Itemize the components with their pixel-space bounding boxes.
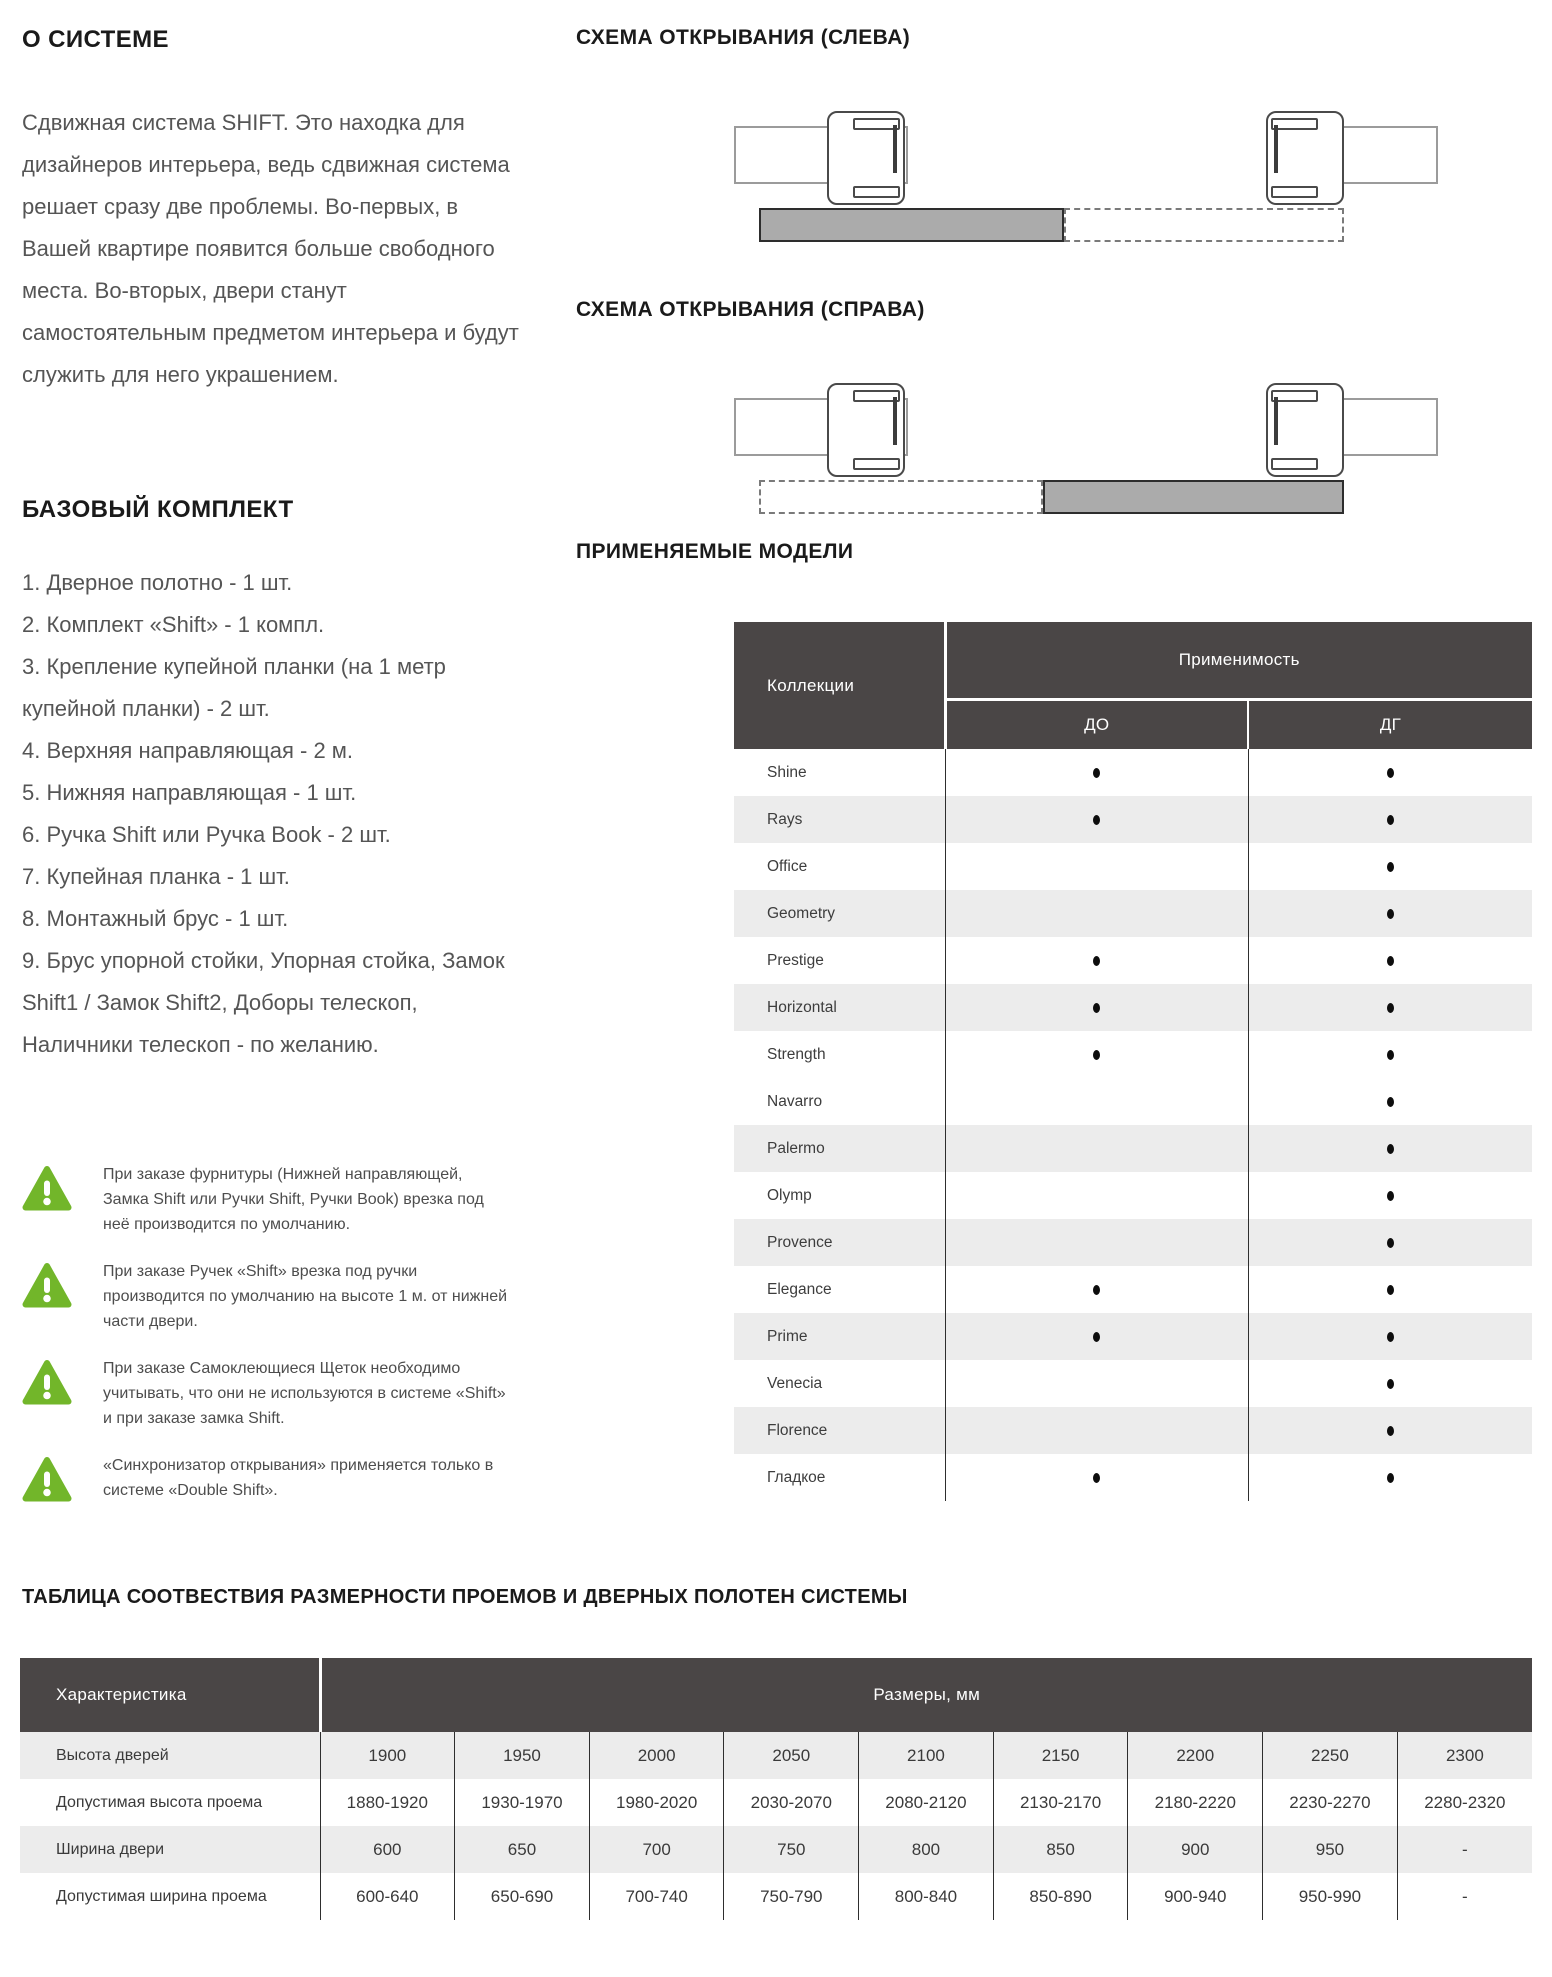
scheme-left-diagram (576, 96, 1534, 256)
applicability-dot (1093, 956, 1100, 966)
applicability-dot (1093, 1050, 1100, 1060)
door-leaf-solid (759, 208, 1064, 242)
warning-note (22, 1453, 524, 1506)
kit-list (22, 562, 524, 1066)
do-cell (945, 796, 1248, 843)
do-cell (945, 1078, 1248, 1125)
applicability-dot (1387, 1144, 1394, 1154)
do-cell (945, 749, 1248, 796)
door-leaf-open-outline (759, 480, 1043, 514)
do-cell (945, 1454, 1248, 1501)
do-cell (945, 1313, 1248, 1360)
kit-item: 9. Брус упорной стойки, Упорная стойка, Замок Shift1 / Замок Shift2, Доборы телескоп, Наличники телескоп - по желанию. (22, 948, 505, 1057)
size-value: 2280-2320 (1397, 1779, 1532, 1826)
do-cell (945, 1219, 1248, 1266)
applicability-dot (1387, 1097, 1394, 1107)
dg-cell (1248, 937, 1532, 984)
size-row-label: Высота дверей (56, 1746, 169, 1764)
size-value: 1880-1920 (320, 1779, 455, 1826)
size-value: 700-740 (589, 1873, 724, 1920)
do-cell (945, 1125, 1248, 1172)
do-cell (945, 937, 1248, 984)
do-cell (945, 890, 1248, 937)
applicability-dot (1093, 1285, 1100, 1295)
size-value: 850 (993, 1826, 1128, 1873)
applicability-dot (1387, 956, 1394, 966)
applicability-dot (1093, 1332, 1100, 1342)
door-jamb (1266, 111, 1344, 205)
warning-note (22, 1356, 524, 1431)
collection-name: Horizontal (767, 998, 837, 1016)
warnings-list (22, 1162, 524, 1528)
sizes-row (20, 1826, 1532, 1873)
applicability-dot (1387, 1003, 1394, 1013)
door-jamb (1266, 383, 1344, 477)
applicability-dot (1387, 909, 1394, 919)
jamb-stop-detail (893, 125, 897, 173)
size-value: 2200 (1128, 1732, 1263, 1779)
kit-item: 1. Дверное полотно - 1 шт. (22, 570, 293, 595)
size-value: 800 (859, 1826, 994, 1873)
size-value: 2230-2270 (1263, 1779, 1398, 1826)
about-text: Сдвижная система SHIFT. Это находка для дизайнеров интерьера, ведь сдвижная система решает сразу две проблемы. Во-первых, в Вашей квартире появится больше свободного места. Во-вторых, двери станут самостоятельным предметом интерьера и будут служить для него украшением. (22, 110, 519, 387)
kit-item: 4. Верхняя направляющая - 2 м. (22, 738, 354, 763)
do-cell (945, 1266, 1248, 1313)
warning-text: При заказе фурнитуры (Нижней направляющей, Замка Shift или Ручки Shift, Ручки Book) врезка под неё производится по умолчанию. (103, 1166, 484, 1233)
warning-triangle-icon (22, 1456, 72, 1506)
kit-title: БАЗОВЫЙ КОМПЛЕКТ (22, 496, 294, 523)
size-value: 2250 (1263, 1732, 1398, 1779)
collection-name: Prime (767, 1327, 808, 1345)
size-value: 1980-2020 (589, 1779, 724, 1826)
applicability-dot (1387, 1473, 1394, 1483)
applicability-dot (1387, 1379, 1394, 1389)
collection-name: Shine (767, 763, 807, 781)
warning-triangle-icon (22, 1359, 72, 1409)
jamb-stop-detail (893, 397, 897, 445)
collection-name: Venecia (767, 1374, 823, 1392)
models-row (734, 984, 1532, 1031)
size-value: 2150 (993, 1732, 1128, 1779)
dg-cell (1248, 1266, 1532, 1313)
do-cell (945, 1407, 1248, 1454)
dg-cell (1248, 1360, 1532, 1407)
dg-cell (1248, 1313, 1532, 1360)
size-value: - (1397, 1873, 1532, 1920)
door-jamb (827, 383, 905, 477)
dg-cell (1248, 1219, 1532, 1266)
collection-name: Florence (767, 1421, 828, 1439)
dg-cell (1248, 1454, 1532, 1501)
warning-note (22, 1259, 524, 1334)
sizes-row (20, 1779, 1532, 1826)
models-col-do: ДО (945, 700, 1248, 750)
models-row (734, 1172, 1532, 1219)
size-row-label: Допустимая высота проема (56, 1793, 263, 1811)
collection-name: Strength (767, 1045, 826, 1063)
applicability-dot (1387, 1285, 1394, 1295)
size-value: 900-940 (1128, 1873, 1263, 1920)
applicability-dot (1387, 815, 1394, 825)
models-col-collections: Коллекции (734, 622, 945, 749)
warning-triangle-icon (22, 1262, 72, 1312)
collection-name: Geometry (767, 904, 836, 922)
size-value: 2080-2120 (859, 1779, 994, 1826)
applicability-dot (1387, 1191, 1394, 1201)
door-leaf-open-outline (1064, 208, 1344, 242)
size-value: 2000 (589, 1732, 724, 1779)
sizes-col-characteristic: Характеристика (20, 1658, 320, 1732)
models-col-dg: ДГ (1248, 700, 1532, 750)
about-title: О СИСТЕМЕ (22, 26, 169, 53)
wall-section (1340, 126, 1438, 184)
kit-item: 8. Монтажный брус - 1 шт. (22, 906, 289, 931)
do-cell (945, 984, 1248, 1031)
collection-name: Elegance (767, 1280, 832, 1298)
size-value: 600-640 (320, 1873, 455, 1920)
sizes-col-sizes: Размеры, мм (320, 1658, 1532, 1732)
collection-name: Olymp (767, 1186, 812, 1204)
do-cell (945, 1172, 1248, 1219)
applicability-dot (1093, 815, 1100, 825)
models-row (734, 1266, 1532, 1313)
size-value: 2100 (859, 1732, 994, 1779)
dg-cell (1248, 1172, 1532, 1219)
kit-item: 7. Купейная планка - 1 шт. (22, 864, 290, 889)
dg-cell (1248, 1031, 1532, 1078)
applicability-dot (1387, 768, 1394, 778)
size-value: 900 (1128, 1826, 1263, 1873)
wall-section (1340, 398, 1438, 456)
size-value: - (1397, 1826, 1532, 1873)
warning-text: «Синхронизатор открывания» применяется только в системе «Double Shift». (103, 1457, 494, 1499)
size-value: 2130-2170 (993, 1779, 1128, 1826)
sizes-title: ТАБЛИЦА СООТВЕСТВИЯ РАЗМЕРНОСТИ ПРОЕМОВ И ДВЕРНЫХ ПОЛОТЕН СИСТЕМЫ (22, 1586, 908, 1608)
models-row (734, 1219, 1532, 1266)
applicability-dot (1093, 1003, 1100, 1013)
models-row (734, 1407, 1532, 1454)
applicability-dot (1387, 1426, 1394, 1436)
models-row (734, 1454, 1532, 1501)
size-value: 950-990 (1263, 1873, 1398, 1920)
collection-name: Navarro (767, 1092, 823, 1110)
size-row-label: Ширина двери (56, 1840, 165, 1858)
jamb-stop-detail (1274, 125, 1278, 173)
applicability-dot (1387, 1332, 1394, 1342)
warning-text: При заказе Ручек «Shift» врезка под ручки производится по умолчанию на высоте 1 м. от нижней части двери. (103, 1263, 508, 1330)
size-value: 600 (320, 1826, 455, 1873)
dg-cell (1248, 749, 1532, 796)
scheme-right-diagram (576, 368, 1534, 528)
jamb-stop-detail (1274, 397, 1278, 445)
do-cell (945, 1360, 1248, 1407)
size-value: 2030-2070 (724, 1779, 859, 1826)
door-leaf-solid (1043, 480, 1344, 514)
dg-cell (1248, 984, 1532, 1031)
applicability-dot (1093, 768, 1100, 778)
collection-name: Provence (767, 1233, 833, 1251)
models-row (734, 937, 1532, 984)
size-value: 750-790 (724, 1873, 859, 1920)
applicability-dot (1387, 1050, 1394, 1060)
sizes-row (20, 1873, 1532, 1920)
applicability-dot (1387, 1238, 1394, 1248)
size-value: 1900 (320, 1732, 455, 1779)
size-value: 650-690 (455, 1873, 590, 1920)
size-value: 1930-1970 (455, 1779, 590, 1826)
dg-cell (1248, 890, 1532, 937)
collection-name: Rays (767, 810, 803, 828)
size-value: 850-890 (993, 1873, 1128, 1920)
models-row (734, 1360, 1532, 1407)
size-value: 2300 (1397, 1732, 1532, 1779)
models-row (734, 1125, 1532, 1172)
kit-item: 2. Комплект «Shift» - 1 компл. (22, 612, 325, 637)
size-value: 650 (455, 1826, 590, 1873)
models-row (734, 749, 1532, 796)
dg-cell (1248, 843, 1532, 890)
applicability-dot (1387, 862, 1394, 872)
size-row-label: Допустимая ширина проема (56, 1887, 267, 1905)
dg-cell (1248, 1078, 1532, 1125)
size-value: 2180-2220 (1128, 1779, 1263, 1826)
models-row (734, 1031, 1532, 1078)
models-title: ПРИМЕНЯЕМЫЕ МОДЕЛИ (576, 540, 854, 563)
warning-note (22, 1162, 524, 1237)
collection-name: Palermo (767, 1139, 825, 1157)
dg-cell (1248, 1407, 1532, 1454)
collection-name: Гладкое (767, 1468, 826, 1486)
kit-item: 3. Крепление купейной планки (на 1 метр купейной планки) - 2 шт. (22, 654, 446, 721)
models-col-applicability: Применимость (945, 622, 1532, 700)
sizes-row (20, 1732, 1532, 1779)
size-value: 950 (1263, 1826, 1398, 1873)
size-value: 800-840 (859, 1873, 994, 1920)
size-value: 750 (724, 1826, 859, 1873)
models-row (734, 890, 1532, 937)
models-row (734, 843, 1532, 890)
dg-cell (1248, 1125, 1532, 1172)
size-value: 2050 (724, 1732, 859, 1779)
door-jamb (827, 111, 905, 205)
size-value: 1950 (455, 1732, 590, 1779)
scheme-left-title: СХЕМА ОТКРЫВАНИЯ (СЛЕВА) (576, 26, 911, 49)
collection-name: Prestige (767, 951, 824, 969)
models-row (734, 1078, 1532, 1125)
do-cell (945, 1031, 1248, 1078)
warning-triangle-icon (22, 1165, 72, 1215)
applicability-dot (1093, 1473, 1100, 1483)
size-value: 700 (589, 1826, 724, 1873)
warning-text: При заказе Самоклеющиеся Щеток необходимо учитывать, что они не используются в системе «Shift» и при заказе замка Shift. (103, 1360, 506, 1427)
models-table (734, 622, 1532, 1501)
do-cell (945, 843, 1248, 890)
models-row (734, 796, 1532, 843)
kit-item: 5. Нижняя направляющая - 1 шт. (22, 780, 357, 805)
collection-name: Office (767, 857, 808, 875)
kit-item: 6. Ручка Shift или Ручка Book - 2 шт. (22, 822, 391, 847)
dg-cell (1248, 796, 1532, 843)
sizes-table (20, 1658, 1532, 1920)
scheme-right-title: СХЕМА ОТКРЫВАНИЯ (СПРАВА) (576, 298, 925, 321)
models-row (734, 1313, 1532, 1360)
